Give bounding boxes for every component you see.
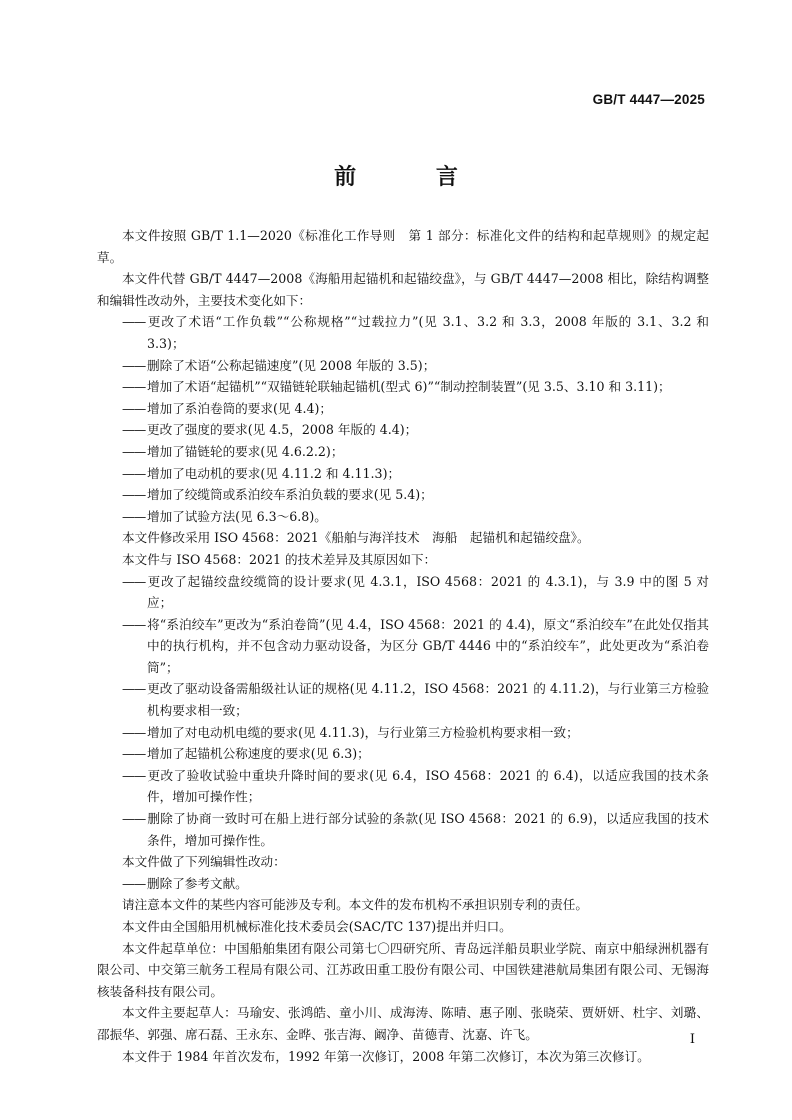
paragraph: 本文件代替 GB/T 4447—2008《海船用起锚机和起锚绞盘》，与 GB/T 4447—2008 相比，除结构调整和编辑性改动外，主要技术变化如下： [97,271,709,308]
paragraph: 本文件起草单位：中国船舶集团有限公司第七〇四研究所、青岛远洋船员职业学院、南京中船绿洲机器有限公司、中交第三航务工程局有限公司、江苏政田重工股份有限公司、中国铁建港航局集团有限公司、无锡海核装备科技有限公司。 [97,940,709,999]
paragraph: 本文件修改采用 ISO 4568：2021《船舶与海洋技术 海船 起锚机和起锚绞盘》。 [122,530,590,546]
list-marker: —— [122,875,146,891]
list-item-text: 增加了对电动机电缆的要求(见 4.11.3)，与行业第三方检验机构要求相一致； [147,724,579,740]
list-item [97,355,709,377]
paragraph: 本文件由全国船用机械标准化技术委员会(SAC/TC 137)提出并归口。 [122,919,512,934]
paragraph: 本文件于 1984 年首次发布，1992 年第一次修订，2008 年第二次修订，本次为第三次修订。 [122,1048,650,1064]
list-item-text: 更改了验收试验中重块升降时间的要求(见 6.4，ISO 4568：2021 的 6.4)，以适应我国的技术条件，增加可操作性； [147,767,709,805]
list-item-text: 更改了术语“工作负载”“公称规格”“过载拉力”(见 3.1、3.2 和 3.3，2008 年版的 3.1、3.2 和 3.3)； [147,314,709,351]
list-marker: —— [122,400,146,416]
list-item-text: 增加了锚链轮的要求(见 4.6.2.2)； [147,443,344,459]
list-marker: —— [122,681,146,697]
list-marker: —— [122,811,146,827]
standard-code: GB/T 4447—2025 [592,92,705,107]
paragraph: 本文件主要起草人：马瑜安、张鸿皓、童小川、成海涛、陈晴、惠子刚、张晓荣、贾妍妍、杜宇、刘璐、邵振华、郭强、席石磊、王永东、金晔、张吉海、阚净、苗德青、沈嘉、许飞。 [97,1005,709,1042]
list-item-text: 增加了试验方法(见 6.3～6.8)。 [147,508,327,524]
list-marker: —— [122,508,146,524]
list-item [97,571,709,614]
list-marker: —— [122,357,146,373]
paragraph: 本文件做了下列编辑性改动： [122,854,286,870]
list-marker: —— [122,573,146,589]
list-item-text: 增加了系泊卷筒的要求(见 4.4)； [147,400,332,416]
list-item-text: 将“系泊绞车”更改为“系泊卷筒”(见 4.4，ISO 4568：2021 的 4.4)，原文“系泊绞车”在此处仅指其中的执行机构，并不包含动力驱动设备，为区分 GB/T 4446 中的“系泊绞车”，此处更改为“系泊卷筒”； [147,616,709,675]
list-item [97,765,709,808]
list-marker: —— [122,746,146,762]
list-marker: —— [122,443,146,459]
list-item-text: 增加了起锚机公称速度的要求(见 6.3)； [147,746,370,762]
list-marker: —— [122,465,146,481]
list-marker: —— [122,616,146,632]
list-item-text: 删除了协商一致时可在船上进行部分试验的条款(见 ISO 4568：2021 的 6.9)，以适应我国的技术条件，增加可操作性。 [147,811,709,848]
list-item-text: 增加了术语“起锚机”“双锚链轮联轴起锚机(型式 6)”“制动控制装置”(见 3.5、3.10 和 3.11)； [147,379,671,395]
list-marker: —— [122,724,146,740]
list-item [97,484,709,506]
list-item [97,463,709,485]
list-item [97,506,709,528]
list-item-text: 删除了术语“公称起锚速度”(见 2008 年版的 3.5)； [147,357,436,373]
paragraph: 请注意本文件的某些内容可能涉及专利。本文件的发布机构不承担识别专利的责任。 [122,897,588,913]
list-item [97,376,709,398]
page-number: I [689,1032,695,1047]
paragraph: 本文件按照 GB/T 1.1—2020《标准化工作导则 第 1 部分：标准化文件的结构和起草规则》的规定起草。 [97,228,709,265]
list-item-text: 更改了起锚绞盘绞缆筒的设计要求(见 4.3.1，ISO 4568：2021 的 4.3.1)，与 3.9 中的图 5 对应； [147,573,709,611]
paragraph: 本文件与 ISO 4568：2021 的技术差异及其原因如下： [122,551,437,567]
list-item-text: 更改了强度的要求(见 4.5，2008 年版的 4.4)； [147,422,418,438]
list-marker: —— [122,487,146,503]
list-item [97,614,709,679]
list-marker: —— [122,767,146,783]
list-item [97,722,709,744]
list-item [97,398,709,420]
document-body [97,225,709,1067]
list-marker: —— [122,422,146,438]
list-item-text: 删除了参考文献。 [147,875,248,891]
list-item [97,808,709,851]
list-item-text: 增加了绞缆筒或系泊绞车系泊负载的要求(见 5.4)； [147,487,433,503]
list-item [97,678,709,721]
page-title: 前 言 [334,165,494,190]
list-item-text: 更改了驱动设备需船级社认证的规格(见 4.11.2，ISO 4568：2021 的 4.11.2)，与行业第三方检验机构要求相一致； [147,681,709,719]
list-marker: —— [122,379,146,395]
list-item [97,419,709,441]
list-item [97,873,709,895]
list-item [97,441,709,463]
list-marker: —— [122,314,146,330]
list-item [97,311,709,354]
list-item-text: 增加了电动机的要求(见 4.11.2 和 4.11.3)； [147,465,401,481]
list-item [97,743,709,765]
